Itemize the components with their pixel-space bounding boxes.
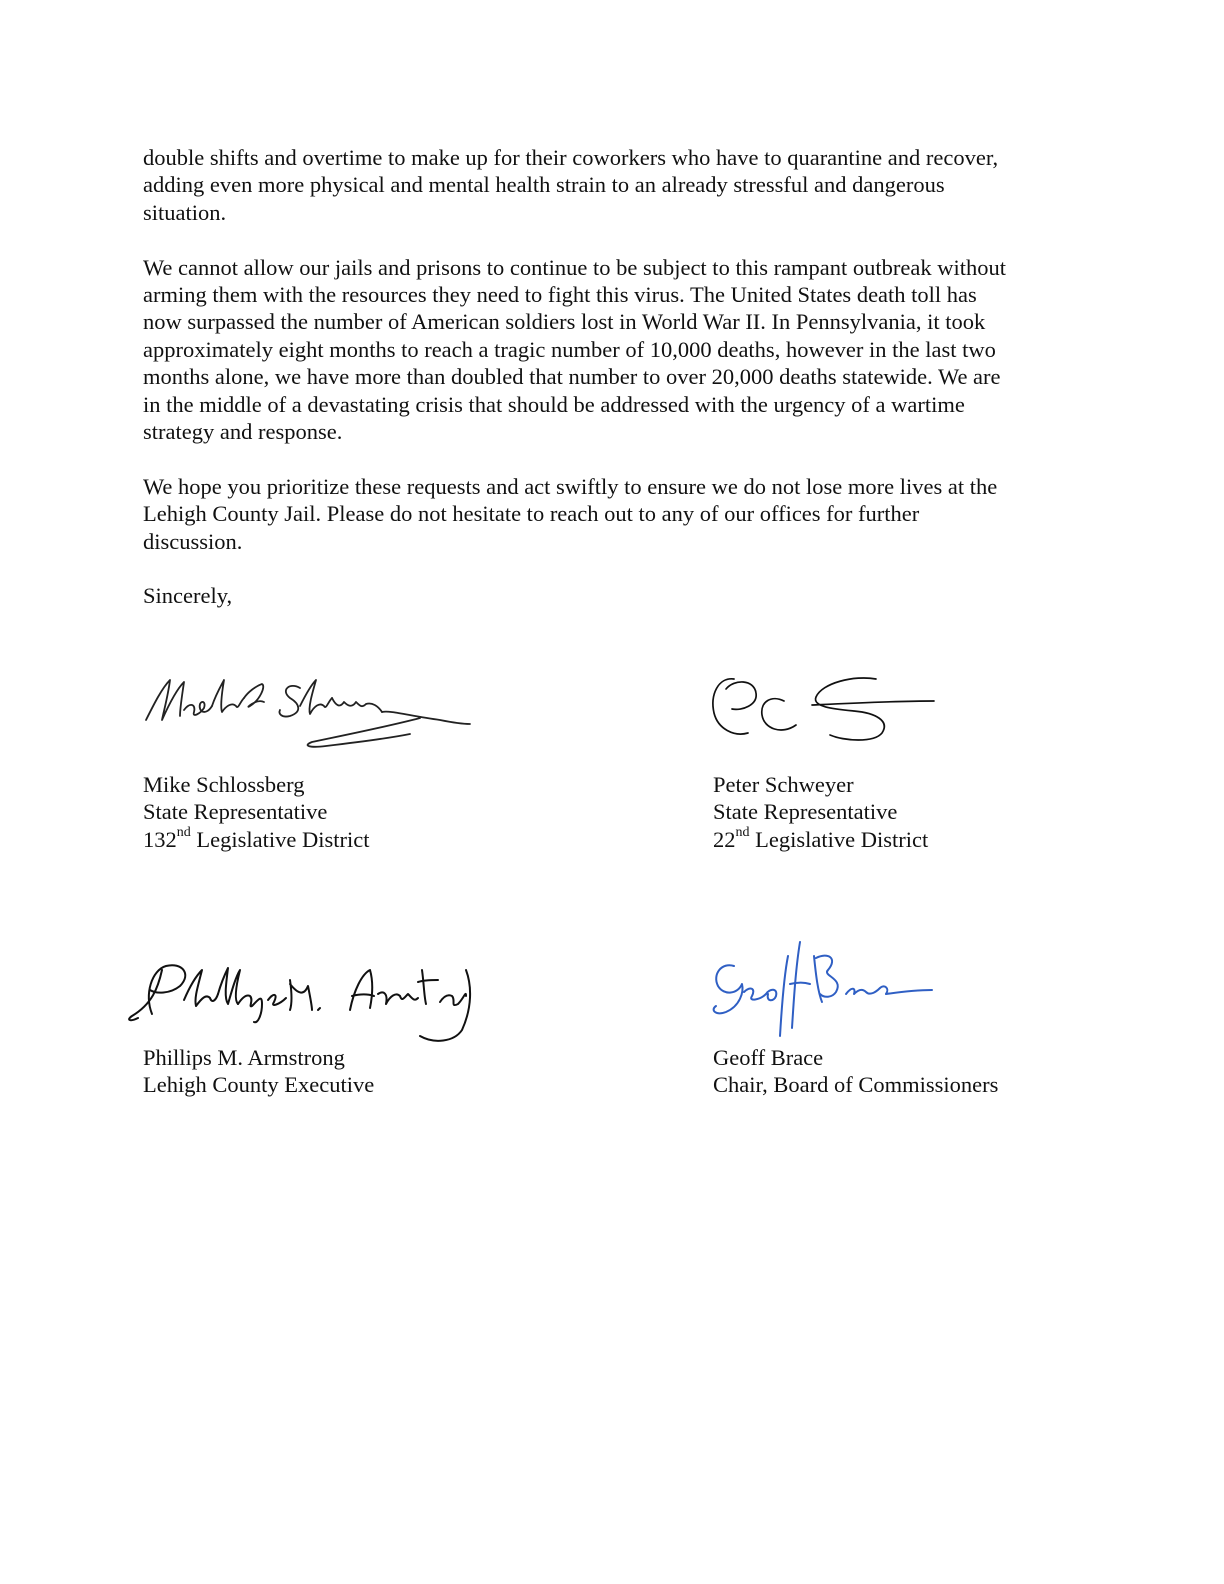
signature-brace	[704, 936, 944, 1046]
signatory-district	[713, 826, 928, 853]
signatory-district	[143, 826, 369, 853]
text-line: We hope you prioritize these requests and act swiftly to ensure we do not lose more lives at the	[143, 473, 998, 499]
paragraph-crisis	[143, 254, 1083, 446]
district-label: Legislative District	[749, 826, 929, 852]
signatory-block	[713, 1044, 998, 1099]
paragraph-request	[143, 473, 1083, 555]
text-line: approximately eight months to reach a tragic number of 10,000 deaths, however in the last two	[143, 336, 996, 362]
signatory-name: Geoff Brace	[713, 1045, 824, 1070]
signatory-name: Mike Schlossberg	[143, 772, 305, 797]
text-line: arming them with the resources they need to fight this virus. The United States death toll has	[143, 282, 977, 308]
signatory-name: Peter Schweyer	[713, 772, 854, 797]
letter-body	[143, 144, 1083, 610]
text-line: discussion.	[143, 528, 243, 554]
text-line: in the middle of a devastating crisis that should be addressed with the urgency of a wartime	[143, 391, 965, 417]
signature-schweyer	[704, 665, 944, 750]
signature-schlossberg	[140, 662, 480, 762]
closing-salutation: Sincerely,	[143, 583, 233, 609]
district-label: Legislative District	[190, 826, 370, 852]
text-line: now surpassed the number of American soldiers lost in World War II. In Pennsylvania, it took	[143, 309, 986, 335]
text-line: Lehigh County Jail. Please do not hesitate to reach out to any of our offices for further	[143, 501, 920, 527]
text-line: double shifts and overtime to make up for their coworkers who have to quarantine and recover,	[143, 145, 999, 170]
text-line: strategy and response.	[143, 419, 343, 445]
district-suffix: nd	[176, 825, 191, 841]
paragraph-staffing	[143, 144, 1083, 226]
signatory-title: Lehigh County Executive	[143, 1072, 375, 1098]
signatory-block	[713, 771, 928, 853]
signatory-name: Phillips M. Armstrong	[143, 1045, 345, 1070]
signatory-title: State Representative	[143, 799, 328, 825]
text-line: situation.	[143, 199, 227, 225]
text-line: adding even more physical and mental health strain to an already stressful and dangerous	[143, 172, 945, 198]
district-suffix: nd	[735, 825, 750, 841]
text-line: We cannot allow our jails and prisons to continue to be subject to this rampant outbreak without	[143, 254, 1007, 280]
district-number: 22	[713, 826, 736, 852]
signatory-block	[143, 771, 369, 853]
signatory-title: Chair, Board of Commissioners	[713, 1072, 999, 1098]
text-line: months alone, we have more than doubled that number to over 20,000 deaths statewide. We are	[143, 364, 1001, 390]
district-number: 132	[143, 826, 177, 852]
signatory-block	[143, 1044, 374, 1099]
signature-armstrong	[122, 950, 482, 1050]
signatory-title: State Representative	[713, 799, 898, 825]
